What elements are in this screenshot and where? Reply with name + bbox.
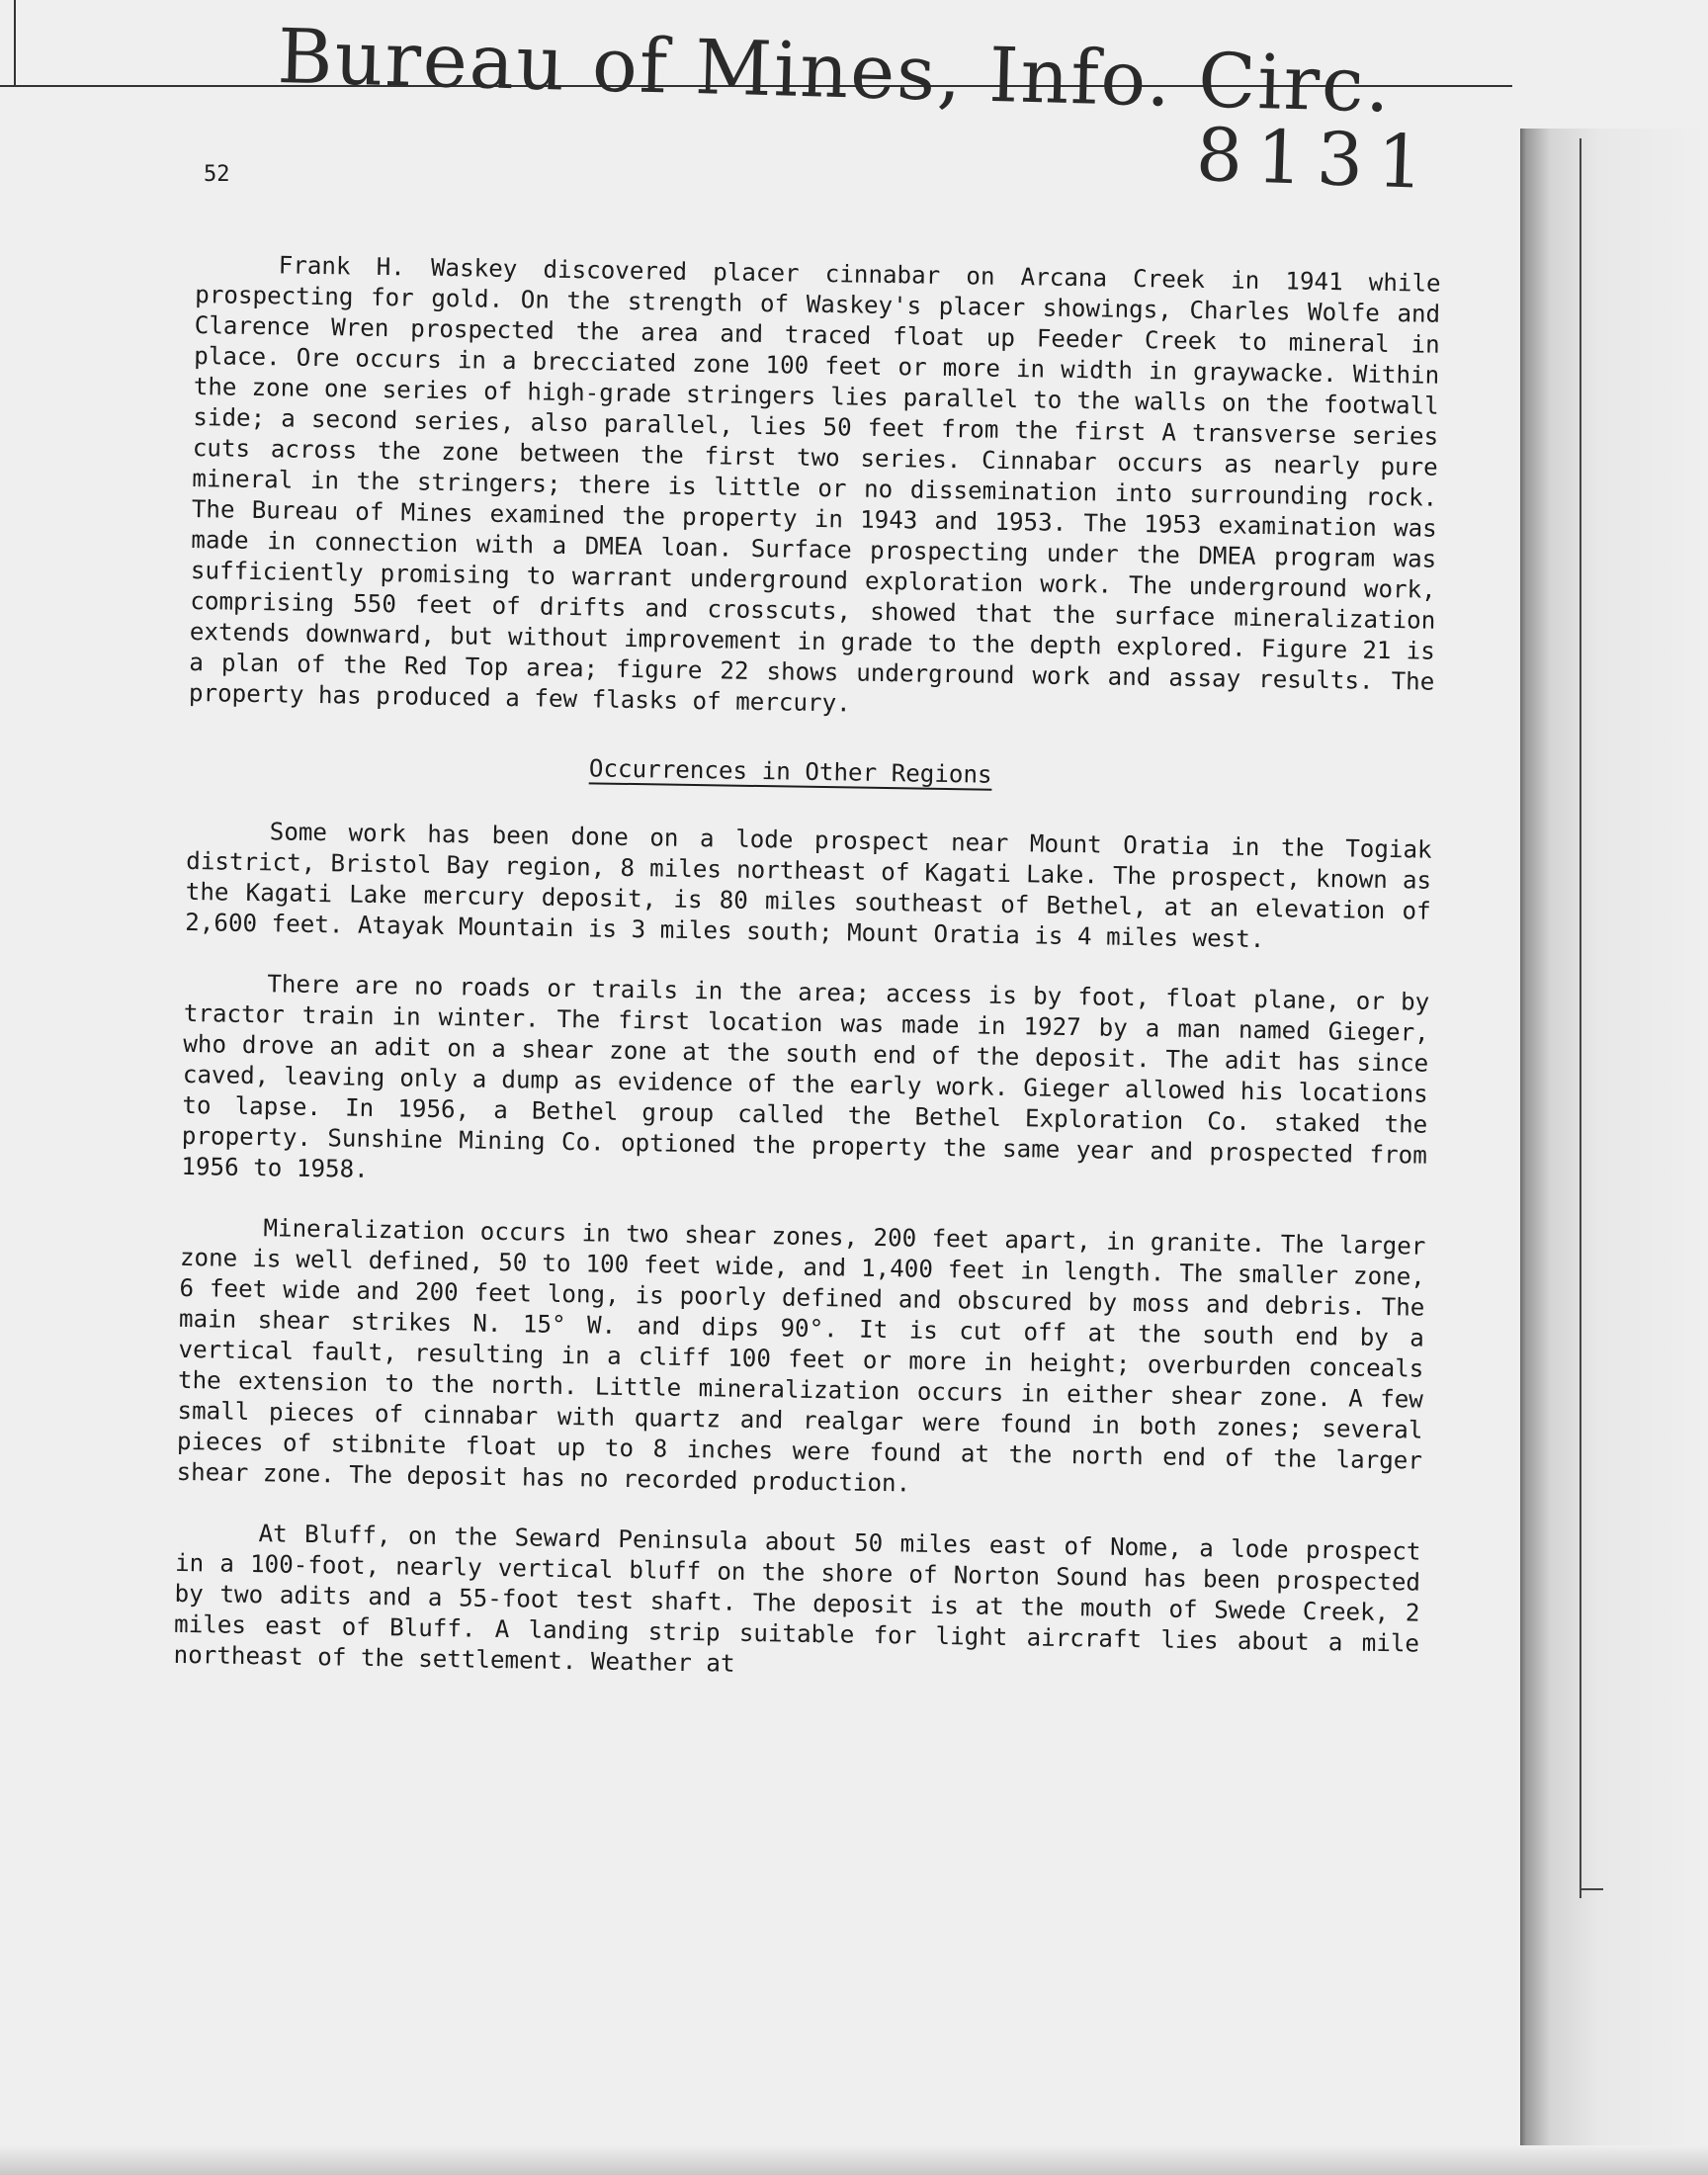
page-left-edge bbox=[14, 0, 16, 87]
page-right-shadow bbox=[1520, 129, 1708, 2175]
page-right-edge bbox=[1580, 138, 1581, 1898]
page-right-edge-tick bbox=[1580, 1888, 1603, 1890]
paragraph-bluff: At Bluff, on the Seward Peninsula about 50 miles east of Nome, a lode prospect in a 100-foot, nearly vertical bluff on the shore of Norton Sound has been prospected by two adits and a 55-foot test shaft. The deposit is at the mouth of Swede Creek, 2 miles east of Bluff. A landing strip suitable for light aircraft lies about a mile northeast of the settlement. Weather at bbox=[173, 1520, 1421, 1678]
section-heading-text: Occurrences in Other Regions bbox=[588, 754, 992, 789]
paragraph-kagati-location: Some work has been done on a lode prospect near Mount Oratia in the Togiak district, Bristol Bay region, 8 miles northeast of Kagati Lake. The prospect, known as the Kagati Lake mercury deposit, is 80 miles southeast of Bethel, at an elevation of 2,600 feet. Atayak Mountain is 3 miles south; Mount Oratia is 4 miles west. bbox=[185, 818, 1432, 954]
handwritten-title: Bureau of Mines, Info. Circ. bbox=[276, 12, 1393, 130]
paragraph-kagati-mineralization: Mineralization occurs in two shear zones, 200 feet apart, in granite. The larger zone is well defined, 50 to 100 feet wide, and 1,400 feet in length. The smaller zone, 6 feet wide and 200 feet long, is poorly defined and obscured by moss and debris. The main shear strikes N. 15° W. and dips 90°. It is cut off at the south end by a vertical fault, resulting in a cliff 100 feet or more in height; overburden conceals the extension to the north. Little mineralization occurs in either shear zone. A few small pieces of cinnabar with quartz and realgar were found in both zones; several pieces of stibnite float up to 8 inches were found at the north end of the larger shear zone. The deposit has no recorded production. bbox=[176, 1214, 1426, 1498]
paragraph-kagati-history: There are no roads or trails in the area; access is by foot, float plane, or by tractor train in winter. The first location was made in 1927 by a man named Gieger, who drove an adit on a shear zone at the south end of the deposit. The adit has since caved, leaving only a dump as evidence of the early work. Gieger allowed his locations to lapse. In 1956, a Bethel group called the Bethel Exploration Co. staked the property. Sunshine Mining Co. optioned the property the same year and prospected from 1956 to 1958. bbox=[181, 970, 1430, 1183]
section-heading bbox=[188, 748, 1433, 796]
paragraph-red-top: Frank H. Waskey discovered placer cinnabar on Arcana Creek in 1941 while prospecting for gold. On the strength of Waskey's placer showings, Charles Wolfe and Clarence Wren prospected the area and traced float up Feeder Creek to mineral in place. Ore occurs in a brecciated zone 100 feet or more in width in graywacke. Within the zone one series of high-grade stringers lies parallel to the walls on the footwall side; a second series, also parallel, lies 50 feet from the first A transverse series cuts across the zone between the first two series. Cinnabar occurs as nearly pure mineral in the stringers; there is little or no dissemination into surrounding rock. The Bureau of Mines examined the property in 1943 and 1953. The 1953 examination was made in connection with a DMEA loan. Surface prospecting under the DMEA program was sufficiently promising to warrant underground exploration work. The underground work, comprising 550 feet of drifts and crosscuts, showed that the surface mineralization extends downward, but without improvement in grade to the depth explored. Figure 21 is a plan of the Red Top area; figure 22 shows underground work and assay results. The property has produced a few flasks of mercury. bbox=[188, 251, 1441, 718]
page-number: 52 bbox=[204, 162, 230, 187]
page-bottom-shadow bbox=[0, 2145, 1708, 2175]
body-text bbox=[173, 249, 1441, 1720]
handwritten-circular-number: 8131 bbox=[1194, 112, 1439, 207]
